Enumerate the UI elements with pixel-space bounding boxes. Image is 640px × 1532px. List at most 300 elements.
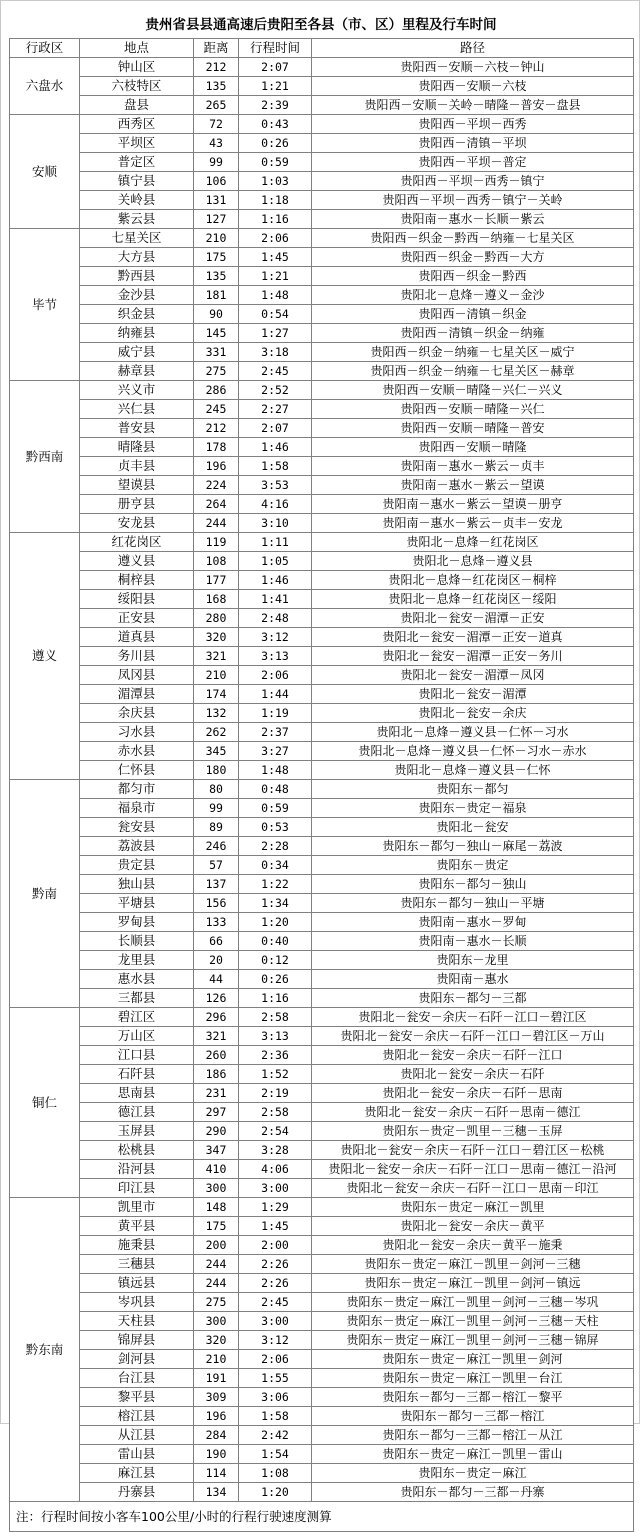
table-row [10,951,634,970]
table-row [10,1122,634,1141]
column-header-region: 行政区 [10,39,80,58]
table-row [10,932,634,951]
route-cell: 贵阳西－安顺－晴隆－兴仁 [312,400,634,419]
table-row [10,419,634,438]
distance-cell: 106 [194,172,239,191]
time-cell: 1:19 [239,704,312,723]
place-cell: 荔波县 [80,837,194,856]
time-cell: 1:34 [239,894,312,913]
column-header-time: 行程时间 [239,39,312,58]
table-row [10,685,634,704]
distance-cell: 300 [194,1179,239,1198]
table-row [10,153,634,172]
table-row [10,742,634,761]
table-row [10,267,634,286]
place-cell: 玉屏县 [80,1122,194,1141]
table-row [10,989,634,1008]
route-cell: 贵阳北－息烽－遵义－金沙 [312,286,634,305]
route-cell: 贵阳北－瓮安－余庆－石阡－江口－碧江区－万山 [312,1027,634,1046]
place-cell: 安龙县 [80,514,194,533]
distance-cell: 132 [194,704,239,723]
time-cell: 1:22 [239,875,312,894]
place-cell: 绥阳县 [80,590,194,609]
region-cell: 毕节 [10,229,80,381]
distance-cell: 127 [194,210,239,229]
route-cell: 贵阳东－都匀－独山－平塘 [312,894,634,913]
time-cell: 4:06 [239,1160,312,1179]
distance-cell: 99 [194,153,239,172]
route-cell: 贵阳南－惠水－紫云－望谟－册亨 [312,495,634,514]
place-cell: 锦屏县 [80,1331,194,1350]
route-cell: 贵阳北－瓮安－余庆－石阡－江口－碧江区－松桃 [312,1141,634,1160]
place-cell: 纳雍县 [80,324,194,343]
table-row [10,875,634,894]
route-cell: 贵阳西－清镇－织金 [312,305,634,324]
route-cell: 贵阳北－瓮安－余庆 [312,704,634,723]
route-cell: 贵阳北－瓮安－余庆－石阡－江口－碧江区 [312,1008,634,1027]
table-row [10,1160,634,1179]
place-cell: 贞丰县 [80,457,194,476]
route-cell: 贵阳东－贵定－福泉 [312,799,634,818]
distance-cell: 347 [194,1141,239,1160]
table-row [10,571,634,590]
route-cell: 贵阳西－织金－黔西 [312,267,634,286]
distance-cell: 196 [194,457,239,476]
distance-cell: 175 [194,248,239,267]
place-cell: 六枝特区 [80,77,194,96]
header-row [10,39,634,58]
distance-cell: 72 [194,115,239,134]
distance-cell: 191 [194,1369,239,1388]
distance-cell: 210 [194,229,239,248]
place-cell: 兴义市 [80,381,194,400]
place-cell: 沿河县 [80,1160,194,1179]
route-cell: 贵阳东－都匀－三都－榕江－从江 [312,1426,634,1445]
route-cell: 贵阳东－都匀－独山 [312,875,634,894]
place-cell: 镇远县 [80,1274,194,1293]
route-cell: 贵阳西－织金－纳雍－七星关区－威宁 [312,343,634,362]
time-cell: 1:48 [239,761,312,780]
distance-cell: 224 [194,476,239,495]
table-row [10,590,634,609]
time-cell: 2:58 [239,1103,312,1122]
note-row [10,1502,634,1532]
route-cell: 贵阳东－都匀 [312,780,634,799]
table-row [10,647,634,666]
route-cell: 贵阳东－都匀－三都 [312,989,634,1008]
distance-cell: 309 [194,1388,239,1407]
distance-cell: 20 [194,951,239,970]
table-row [10,1312,634,1331]
distance-cell: 244 [194,1274,239,1293]
time-cell: 2:37 [239,723,312,742]
place-cell: 望谟县 [80,476,194,495]
time-cell: 1:58 [239,457,312,476]
table-row [10,1065,634,1084]
table-row [10,1464,634,1483]
distance-cell: 331 [194,343,239,362]
table-row [10,58,634,77]
route-cell: 贵阳东－贵定－麻江－凯里－剑河－三穗－天柱 [312,1312,634,1331]
place-cell: 罗甸县 [80,913,194,932]
distance-cell: 114 [194,1464,239,1483]
mileage-table [9,38,634,1532]
distance-cell: 57 [194,856,239,875]
place-cell: 丹寨县 [80,1483,194,1502]
table-row [10,172,634,191]
time-cell: 1:21 [239,267,312,286]
time-cell: 1:11 [239,533,312,552]
time-cell: 3:12 [239,1331,312,1350]
table-row [10,1388,634,1407]
time-cell: 2:27 [239,400,312,419]
time-cell: 3:28 [239,1141,312,1160]
table-header [10,39,634,58]
region-cell: 黔东南 [10,1198,80,1502]
place-cell: 黎平县 [80,1388,194,1407]
place-cell: 长顺县 [80,932,194,951]
distance-cell: 212 [194,419,239,438]
route-cell: 贵阳西－织金－纳雍－七星关区－赫章 [312,362,634,381]
place-cell: 麻江县 [80,1464,194,1483]
place-cell: 石阡县 [80,1065,194,1084]
route-cell: 贵阳东－贵定－麻江－凯里－剑河－镇远 [312,1274,634,1293]
table-row [10,77,634,96]
distance-cell: 89 [194,818,239,837]
route-cell: 贵阳东－龙里 [312,951,634,970]
route-cell: 贵阳北－瓮安－湄潭－正安－道真 [312,628,634,647]
table-row [10,780,634,799]
table-row [10,1008,634,1027]
time-cell: 0:26 [239,970,312,989]
distance-cell: 196 [194,1407,239,1426]
route-cell: 贵阳西－平坝－西秀－镇宁－关岭 [312,191,634,210]
time-cell: 0:59 [239,799,312,818]
table-row [10,970,634,989]
time-cell: 0:40 [239,932,312,951]
distance-cell: 66 [194,932,239,951]
region-cell: 六盘水 [10,58,80,115]
place-cell: 兴仁县 [80,400,194,419]
distance-cell: 286 [194,381,239,400]
distance-cell: 80 [194,780,239,799]
route-cell: 贵阳西－平坝－西秀 [312,115,634,134]
place-cell: 道真县 [80,628,194,647]
time-cell: 2:45 [239,1293,312,1312]
route-cell: 贵阳西－织金－黔西－大方 [312,248,634,267]
distance-cell: 264 [194,495,239,514]
time-cell: 0:53 [239,818,312,837]
route-cell: 贵阳北－瓮安－余庆－黄平 [312,1217,634,1236]
route-cell: 贵阳西－清镇－平坝 [312,134,634,153]
table-row [10,1084,634,1103]
region-cell: 遵义 [10,533,80,780]
route-cell: 贵阳西－织金－黔西－纳雍－七星关区 [312,229,634,248]
route-cell: 贵阳东－都匀－独山－麻尾－荔波 [312,837,634,856]
distance-cell: 231 [194,1084,239,1103]
place-cell: 雷山县 [80,1445,194,1464]
table-row [10,723,634,742]
time-cell: 0:26 [239,134,312,153]
time-cell: 1:52 [239,1065,312,1084]
table-row [10,1103,634,1122]
distance-cell: 90 [194,305,239,324]
place-cell: 惠水县 [80,970,194,989]
route-cell: 贵阳西－平坝－普定 [312,153,634,172]
time-cell: 2:54 [239,1122,312,1141]
column-header-route: 路径 [312,39,634,58]
table-row [10,343,634,362]
distance-cell: 410 [194,1160,239,1179]
distance-cell: 297 [194,1103,239,1122]
distance-cell: 320 [194,1331,239,1350]
table-row [10,324,634,343]
distance-cell: 245 [194,400,239,419]
distance-cell: 210 [194,666,239,685]
time-cell: 0:59 [239,153,312,172]
time-cell: 3:13 [239,647,312,666]
route-cell: 贵阳西－安顺－六枝 [312,77,634,96]
time-cell: 2:42 [239,1426,312,1445]
place-cell: 普定区 [80,153,194,172]
route-cell: 贵阳西－安顺－关岭－晴隆－普安－盘县 [312,96,634,115]
route-cell: 贵阳东－贵定 [312,856,634,875]
distance-cell: 275 [194,362,239,381]
route-cell: 贵阳北－瓮安－余庆－黄平－施秉 [312,1236,634,1255]
time-cell: 3:13 [239,1027,312,1046]
time-cell: 1:54 [239,1445,312,1464]
time-cell: 3:18 [239,343,312,362]
time-cell: 1:45 [239,1217,312,1236]
table-row [10,381,634,400]
route-cell: 贵阳北－瓮安－余庆－石阡－思南－德江 [312,1103,634,1122]
distance-cell: 137 [194,875,239,894]
table-row [10,1350,634,1369]
place-cell: 独山县 [80,875,194,894]
route-cell: 贵阳北－瓮安－湄潭－凤冈 [312,666,634,685]
table-row [10,761,634,780]
place-cell: 关岭县 [80,191,194,210]
time-cell: 3:10 [239,514,312,533]
place-cell: 习水县 [80,723,194,742]
table-row [10,1255,634,1274]
place-cell: 黔西县 [80,267,194,286]
route-cell: 贵阳南－惠水－长顺 [312,932,634,951]
column-header-place: 地点 [80,39,194,58]
place-cell: 正安县 [80,609,194,628]
distance-cell: 244 [194,514,239,533]
place-cell: 凤冈县 [80,666,194,685]
place-cell: 平坝区 [80,134,194,153]
time-cell: 2:48 [239,609,312,628]
route-cell: 贵阳东－贵定－麻江 [312,1464,634,1483]
distance-cell: 284 [194,1426,239,1445]
place-cell: 剑河县 [80,1350,194,1369]
route-cell: 贵阳东－贵定－麻江－凯里－雷山 [312,1445,634,1464]
time-cell: 0:12 [239,951,312,970]
distance-cell: 210 [194,1350,239,1369]
table-row [10,248,634,267]
place-cell: 都匀市 [80,780,194,799]
place-cell: 紫云县 [80,210,194,229]
distance-cell: 135 [194,267,239,286]
place-cell: 凯里市 [80,1198,194,1217]
table-row [10,476,634,495]
time-cell: 2:45 [239,362,312,381]
distance-cell: 44 [194,970,239,989]
table-row [10,1198,634,1217]
place-cell: 印江县 [80,1179,194,1198]
table-row [10,837,634,856]
table-row [10,305,634,324]
distance-cell: 212 [194,58,239,77]
route-cell: 贵阳北－瓮安－湄潭 [312,685,634,704]
place-cell: 榕江县 [80,1407,194,1426]
time-cell: 3:00 [239,1179,312,1198]
time-cell: 3:06 [239,1388,312,1407]
route-cell: 贵阳北－息烽－遵义县－仁怀－习水－赤水 [312,742,634,761]
distance-cell: 200 [194,1236,239,1255]
distance-cell: 321 [194,1027,239,1046]
page-title: 贵州省县县通高速后贵阳至各县（市、区）里程及行车时间 [145,17,497,33]
distance-cell: 321 [194,647,239,666]
distance-cell: 186 [194,1065,239,1084]
table-row [10,666,634,685]
route-cell: 贵阳东－贵定－麻江－凯里 [312,1198,634,1217]
table-row [10,818,634,837]
route-cell: 贵阳北－瓮安－余庆－石阡－江口－思南－德江－沿河 [312,1160,634,1179]
distance-cell: 178 [194,438,239,457]
table-row [10,191,634,210]
time-cell: 0:43 [239,115,312,134]
distance-cell: 244 [194,1255,239,1274]
distance-cell: 135 [194,77,239,96]
distance-cell: 148 [194,1198,239,1217]
place-cell: 盘县 [80,96,194,115]
route-cell: 贵阳东－贵定－凯里－三穗－玉屏 [312,1122,634,1141]
place-cell: 福泉市 [80,799,194,818]
time-cell: 1:08 [239,1464,312,1483]
place-cell: 德江县 [80,1103,194,1122]
place-cell: 仁怀县 [80,761,194,780]
place-cell: 台江县 [80,1369,194,1388]
route-cell: 贵阳北－瓮安－湄潭－正安 [312,609,634,628]
time-cell: 0:34 [239,856,312,875]
route-cell: 贵阳北－息烽－红花岗区－绥阳 [312,590,634,609]
distance-cell: 260 [194,1046,239,1065]
place-cell: 桐梓县 [80,571,194,590]
place-cell: 湄潭县 [80,685,194,704]
place-cell: 钟山区 [80,58,194,77]
time-cell: 1:21 [239,77,312,96]
table-row [10,286,634,305]
time-cell: 1:41 [239,590,312,609]
place-cell: 赫章县 [80,362,194,381]
distance-cell: 126 [194,989,239,1008]
route-cell: 贵阳北－息烽－遵义县 [312,552,634,571]
route-cell: 贵阳东－贵定－麻江－凯里－剑河－三穗 [312,1255,634,1274]
table-row [10,362,634,381]
table-row [10,552,634,571]
place-cell: 三都县 [80,989,194,1008]
table-row [10,1141,634,1160]
time-cell: 2:58 [239,1008,312,1027]
place-cell: 大方县 [80,248,194,267]
time-cell: 1:29 [239,1198,312,1217]
region-cell: 黔西南 [10,381,80,533]
table-row [10,628,634,647]
distance-cell: 119 [194,533,239,552]
table-row [10,1426,634,1445]
table-row [10,1179,634,1198]
route-cell: 贵阳东－贵定－麻江－凯里－台江 [312,1369,634,1388]
table-row [10,495,634,514]
distance-cell: 296 [194,1008,239,1027]
region-cell: 铜仁 [10,1008,80,1198]
distance-cell: 145 [194,324,239,343]
time-cell: 3:27 [239,742,312,761]
distance-cell: 290 [194,1122,239,1141]
table-row [10,1331,634,1350]
route-cell: 贵阳东－贵定－麻江－凯里－剑河－三穗－岑巩 [312,1293,634,1312]
time-cell: 1:20 [239,913,312,932]
table-row [10,533,634,552]
time-cell: 2:06 [239,1350,312,1369]
route-cell: 贵阳北－瓮安－余庆－石阡－江口－思南－印江 [312,1179,634,1198]
place-cell: 红花岗区 [80,533,194,552]
time-cell: 1:45 [239,248,312,267]
route-cell: 贵阳北－瓮安－湄潭－正安－务川 [312,647,634,666]
time-cell: 1:16 [239,989,312,1008]
distance-cell: 345 [194,742,239,761]
place-cell: 遵义县 [80,552,194,571]
time-cell: 1:18 [239,191,312,210]
table-row [10,1027,634,1046]
route-cell: 贵阳西－安顺－晴隆－兴仁－兴义 [312,381,634,400]
route-cell: 贵阳南－惠水－紫云－望谟 [312,476,634,495]
time-cell: 1:44 [239,685,312,704]
distance-cell: 300 [194,1312,239,1331]
table-row [10,438,634,457]
distance-cell: 262 [194,723,239,742]
distance-cell: 275 [194,1293,239,1312]
place-cell: 瓮安县 [80,818,194,837]
place-cell: 思南县 [80,1084,194,1103]
table-row [10,1046,634,1065]
time-cell: 1:27 [239,324,312,343]
distance-cell: 133 [194,913,239,932]
time-cell: 2:19 [239,1084,312,1103]
route-cell: 贵阳北－瓮安 [312,818,634,837]
time-cell: 0:54 [239,305,312,324]
time-cell: 1:58 [239,1407,312,1426]
table-row [10,1407,634,1426]
table-row [10,1274,634,1293]
table-body [10,58,634,1502]
table-row [10,210,634,229]
table-row [10,1236,634,1255]
table-row [10,1217,634,1236]
route-cell: 贵阳南－惠水－紫云－贞丰－安龙 [312,514,634,533]
distance-cell: 177 [194,571,239,590]
route-cell: 贵阳东－贵定－麻江－凯里－剑河 [312,1350,634,1369]
place-cell: 龙里县 [80,951,194,970]
table-row [10,704,634,723]
region-cell: 安顺 [10,115,80,229]
table-row [10,115,634,134]
place-cell: 晴隆县 [80,438,194,457]
time-cell: 2:39 [239,96,312,115]
